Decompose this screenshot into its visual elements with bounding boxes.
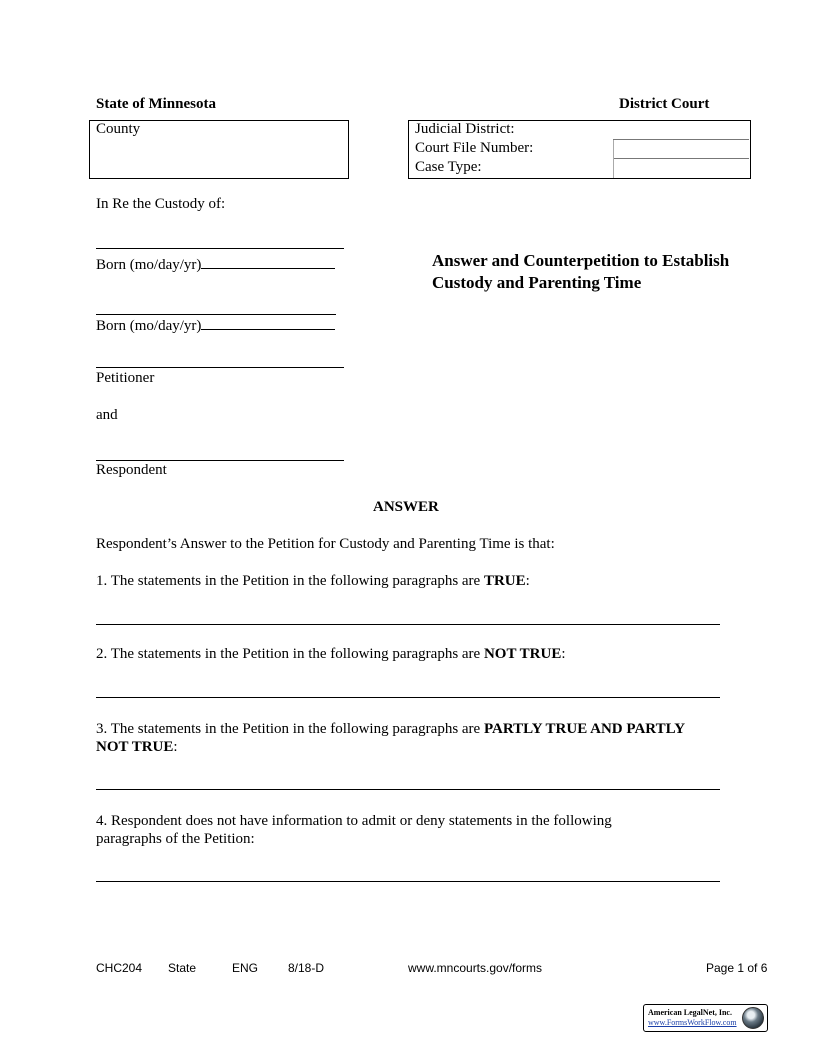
answer-heading: ANSWER bbox=[373, 499, 439, 515]
and-label: and bbox=[96, 407, 118, 423]
respondent-name-line[interactable] bbox=[96, 460, 344, 461]
item-3-answer-line[interactable] bbox=[96, 789, 720, 790]
item-2-answer-line[interactable] bbox=[96, 697, 720, 698]
birthdate-field-2[interactable] bbox=[201, 315, 335, 330]
born-label-1: Born (mo/day/yr) bbox=[96, 257, 202, 273]
case-type-label: Case Type: bbox=[415, 159, 482, 175]
item-1-text: 1. The statements in the Petition in the following paragraphs are bbox=[96, 573, 484, 589]
state-heading: State of Minnesota bbox=[96, 96, 216, 112]
petitioner-label: Petitioner bbox=[96, 370, 155, 386]
item-2 bbox=[96, 646, 566, 663]
county-box[interactable] bbox=[89, 120, 349, 179]
item-2-tail: : bbox=[561, 646, 566, 662]
forms-url[interactable]: www.mncourts.gov/forms bbox=[408, 961, 543, 975]
item-3-emphasis: PARTLY TRUE AND PARTLY NOT TRUE bbox=[96, 721, 685, 755]
page-number: Page 1 of 6 bbox=[706, 961, 768, 975]
language: ENG bbox=[232, 961, 259, 975]
judicial-district-label: Judicial District: bbox=[415, 121, 515, 137]
case-info-box bbox=[408, 120, 751, 179]
item-1 bbox=[96, 573, 530, 590]
item-2-emphasis: NOT TRUE bbox=[483, 646, 562, 662]
court-heading: District Court bbox=[619, 96, 710, 112]
case-box-divider bbox=[613, 140, 614, 178]
item-1-tail: : bbox=[525, 573, 530, 589]
document-title: Answer and Counterpetition to Establish Custody and Parenting Time bbox=[432, 251, 730, 292]
form-code: CHC204 bbox=[96, 961, 143, 975]
logo-site[interactable]: www.FormsWorkFlow.com bbox=[648, 1018, 737, 1027]
item-2-text: 2. The statements in the Petition in the following paragraphs are bbox=[96, 646, 484, 662]
item-4 bbox=[96, 812, 666, 848]
born-row-1 bbox=[96, 254, 335, 274]
item-4-answer-line[interactable] bbox=[96, 881, 720, 882]
petitioner-name-line[interactable] bbox=[96, 367, 344, 368]
logo-company: American LegalNet, Inc. bbox=[648, 1008, 732, 1017]
item-1-emphasis: TRUE bbox=[483, 573, 526, 589]
item-3-tail: : bbox=[173, 739, 178, 755]
intro-text: Respondent’s Answer to the Petition for Custody and Parenting Time is that: bbox=[96, 536, 555, 552]
born-label-2: Born (mo/day/yr) bbox=[96, 318, 202, 334]
item-4-text: 4. Respondent does not have information to admit or deny statements in the following paragraphs of the Petition: bbox=[96, 813, 612, 847]
county-label: County bbox=[96, 121, 141, 137]
jurisdiction: State bbox=[168, 961, 197, 975]
born-row-2 bbox=[96, 315, 335, 335]
item-1-answer-line[interactable] bbox=[96, 624, 720, 625]
revision: 8/18-D bbox=[288, 961, 325, 975]
judicial-district-field[interactable] bbox=[613, 139, 749, 140]
item-3-text: 3. The statements in the Petition in the following paragraphs are bbox=[96, 721, 484, 737]
child-name-line-1[interactable] bbox=[96, 248, 344, 249]
birthdate-field-1[interactable] bbox=[201, 254, 335, 269]
court-file-number-field[interactable] bbox=[613, 158, 749, 159]
globe-icon bbox=[742, 1007, 764, 1029]
in-re-label: In Re the Custody of: bbox=[96, 196, 226, 212]
legalnet-logo[interactable] bbox=[643, 1004, 768, 1032]
court-file-number-label: Court File Number: bbox=[415, 140, 534, 156]
respondent-label: Respondent bbox=[96, 462, 167, 478]
item-3 bbox=[96, 720, 696, 756]
